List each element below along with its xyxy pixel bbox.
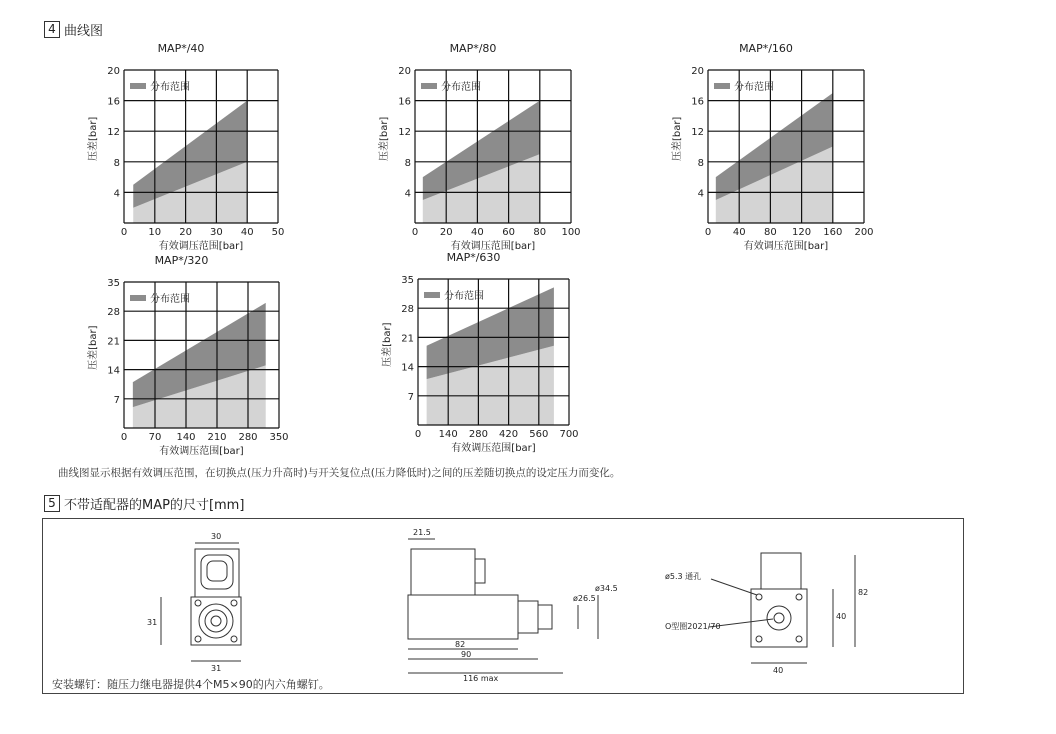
y-tick-label: 8 <box>113 157 120 169</box>
y-axis-label: 压差[bar] <box>672 116 683 162</box>
section-number: 5 <box>44 495 60 512</box>
dim-pattern: O型圈2021/70 <box>665 622 721 631</box>
y-tick-label: 7 <box>113 394 120 406</box>
x-tick-label: 40 <box>732 227 746 238</box>
dim-d3: 90 <box>461 650 472 659</box>
y-tick-label: 8 <box>404 157 411 169</box>
legend-swatch <box>130 295 146 301</box>
y-tick-label: 21 <box>401 333 414 345</box>
x-tick-label: 20 <box>179 227 192 238</box>
dim-dia2: ø34.5 <box>595 584 618 593</box>
legend-swatch <box>714 83 730 89</box>
y-axis-label: 压差[bar] <box>88 325 99 370</box>
dim-dia1: ø26.5 <box>573 594 596 603</box>
chart-4 <box>86 254 289 457</box>
x-tick-label: 140 <box>176 432 196 443</box>
y-tick-label: 20 <box>107 66 120 77</box>
dim-d4: 116 max <box>463 674 499 683</box>
x-tick-label: 80 <box>533 227 547 238</box>
y-tick-label: 14 <box>401 362 414 374</box>
y-tick-label: 8 <box>697 157 704 169</box>
x-tick-label: 0 <box>120 227 128 238</box>
x-tick-label: 70 <box>148 432 162 443</box>
x-axis-label: 有效调压范围[bar] <box>743 241 829 252</box>
dimension-drawings <box>43 519 963 693</box>
dim-left: 31 <box>147 618 158 627</box>
y-tick-label: 20 <box>398 66 411 77</box>
y-tick-label: 28 <box>107 307 120 319</box>
chart-1 <box>86 42 284 252</box>
x-tick-label: 200 <box>854 227 874 238</box>
y-tick-label: 12 <box>107 127 120 139</box>
legend-swatch <box>421 83 437 89</box>
front-view <box>161 543 241 661</box>
x-tick-label: 40 <box>471 227 484 238</box>
x-axis-label: 有效调压范围[bar] <box>450 241 536 252</box>
y-tick-label: 21 <box>107 336 120 348</box>
dim-hole: ø5.3 通孔 <box>665 572 702 581</box>
y-tick-label: 7 <box>407 391 414 403</box>
legend-label: 分布范围 <box>150 82 190 93</box>
x-tick-label: 100 <box>561 227 581 238</box>
dim-d1: 21.5 <box>413 528 431 537</box>
y-tick-label: 4 <box>697 188 704 200</box>
x-tick-label: 0 <box>411 227 419 238</box>
x-tick-label: 40 <box>240 227 254 238</box>
legend-label: 分布范围 <box>150 294 190 305</box>
dim-h2: 82 <box>858 588 869 597</box>
chart-2 <box>377 42 581 252</box>
legend-label: 分布范围 <box>734 82 774 93</box>
chart-5 <box>380 251 579 454</box>
y-tick-label: 35 <box>107 278 120 289</box>
section-5-header <box>44 494 244 513</box>
dim-h1: 40 <box>836 612 847 621</box>
y-tick-label: 14 <box>107 365 120 377</box>
legend-swatch <box>424 292 440 298</box>
x-tick-label: 50 <box>271 227 285 238</box>
x-tick-label: 0 <box>704 227 712 238</box>
x-tick-label: 80 <box>764 227 777 238</box>
chart-title: MAP*/80 <box>449 42 497 55</box>
chart-title: MAP*/40 <box>157 42 205 55</box>
y-tick-label: 16 <box>691 96 704 108</box>
x-tick-label: 350 <box>269 432 289 443</box>
y-tick-label: 4 <box>113 188 120 200</box>
x-tick-label: 210 <box>207 432 227 443</box>
chart-title: MAP*/320 <box>154 254 209 267</box>
dim-bottom: 31 <box>211 664 222 673</box>
x-tick-label: 0 <box>120 432 128 443</box>
y-tick-label: 16 <box>398 96 411 108</box>
legend-swatch <box>130 83 146 89</box>
x-tick-label: 160 <box>823 227 843 238</box>
side-view <box>408 539 598 673</box>
dim-top: 30 <box>211 532 222 541</box>
y-tick-label: 4 <box>404 188 411 200</box>
legend-label: 分布范围 <box>441 82 481 93</box>
section-title: 曲线图 <box>64 24 104 39</box>
x-tick-label: 0 <box>414 429 422 440</box>
y-tick-label: 28 <box>401 304 414 316</box>
dim-d2: 82 <box>455 640 466 649</box>
x-tick-label: 120 <box>792 227 812 238</box>
x-tick-label: 10 <box>148 227 162 238</box>
x-tick-label: 20 <box>439 227 453 238</box>
x-tick-label: 700 <box>559 429 579 440</box>
legend-label: 分布范围 <box>444 291 484 302</box>
x-tick-label: 140 <box>438 429 458 440</box>
y-tick-label: 12 <box>398 127 411 139</box>
y-tick-label: 20 <box>691 66 704 77</box>
x-tick-label: 30 <box>210 227 223 238</box>
curves-note: 曲线图显示根据有效调压范围，在切换点(压力升高时)与开关复位点(压力降低时)之间的压差随切换点的设定压力而变化。 <box>58 467 621 479</box>
x-tick-label: 420 <box>499 429 519 440</box>
dimension-drawing-box <box>42 518 964 694</box>
chart-title: MAP*/630 <box>446 251 501 264</box>
y-tick-label: 16 <box>107 96 120 108</box>
x-tick-label: 560 <box>529 429 549 440</box>
x-tick-label: 60 <box>502 227 515 238</box>
top-view <box>709 553 855 663</box>
x-axis-label: 有效调压范围[bar] <box>451 443 536 454</box>
y-tick-label: 35 <box>401 275 414 286</box>
y-axis-label: 压差[bar] <box>382 322 393 367</box>
y-axis-label: 压差[bar] <box>88 116 99 162</box>
y-tick-label: 12 <box>691 127 704 139</box>
x-tick-label: 280 <box>468 429 488 440</box>
x-axis-label: 有效调压范围[bar] <box>159 446 244 457</box>
y-axis-label: 压差[bar] <box>379 116 390 162</box>
mounting-note: 安装螺钉：随压力继电器提供4个M5×90的内六角螺钉。 <box>52 678 330 691</box>
chart-title: MAP*/160 <box>739 42 793 55</box>
x-tick-label: 280 <box>238 432 258 443</box>
dim-w: 40 <box>773 666 784 675</box>
chart-3 <box>670 42 874 252</box>
x-axis-label: 有效调压范围[bar] <box>158 241 244 252</box>
section-title: 不带适配器的MAP的尺寸[mm] <box>64 498 245 513</box>
section-number: 4 <box>44 21 60 38</box>
